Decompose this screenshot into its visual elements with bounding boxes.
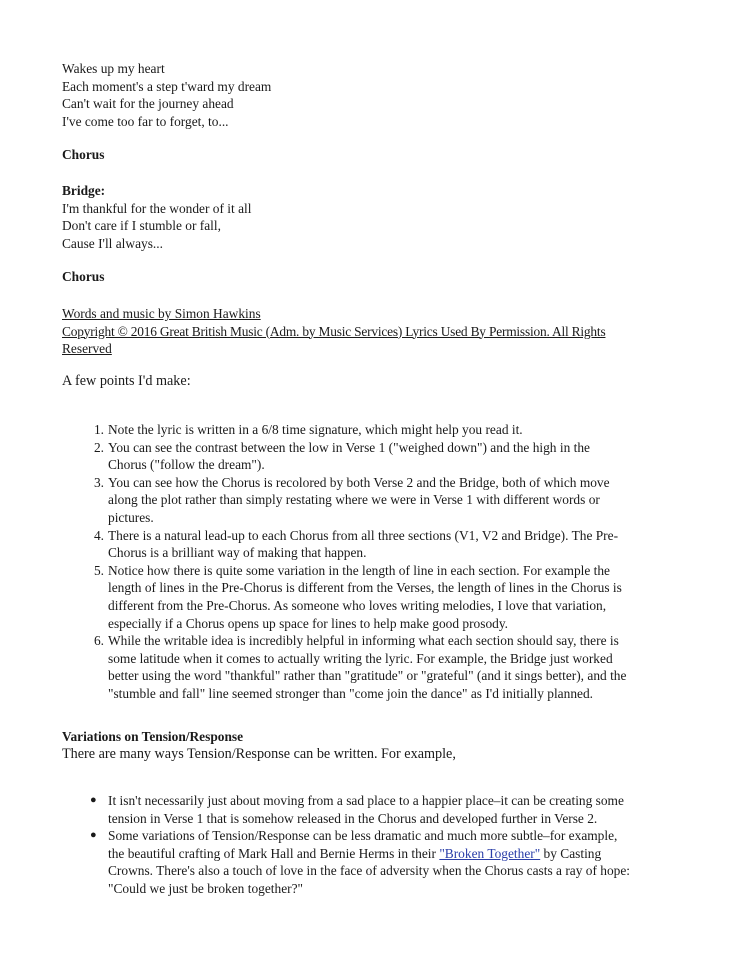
bridge-block [62,182,682,252]
list-number: 1. [93,422,104,437]
verse-block [62,60,682,130]
list-item [90,827,678,897]
list-item [93,527,678,562]
credits-line: Reserved [62,341,112,357]
list-item-line: especially if a Chorus opens up space for lines to help make good prosody. [108,615,509,631]
bullet-icon: ● [90,794,97,806]
list-item-line: along the plot rather than simply restating where we were in Verse 1 with different words or [108,492,600,508]
variations-block [62,728,682,763]
list-item-line: "stumble and fall" line seemed stronger than "come join the dance" as I'd initially planned. [108,685,593,701]
section-intro: There are many ways Tension/Response can be written. For example, [62,745,456,762]
lyric-line: Wakes up my heart [62,61,165,76]
list-item-line: You can see how the Chorus is recolored by both Verse 2 and the Bridge, both of which move [108,474,610,490]
list-item-line: some latitude when it comes to actually writing the lyric. For example, the Bridge just worked [108,650,613,666]
list-item-line: You can see the contrast between the low in Verse 1 ("weighed down") and the high in the [108,439,590,455]
list-item-line: Crowns. There's also a touch of love in the face of adversity when the Chorus casts a ray of hope: [108,863,631,879]
bridge-label: Bridge: [62,183,106,198]
lyric-line: Don't care if I stumble or fall, [62,218,221,234]
list-number: 2. [93,439,104,455]
list-item [93,421,678,439]
credits-block [62,305,682,358]
lyric-line: Can't wait for the journey ahead [62,96,234,112]
lyric-line: I'm thankful for the wonder of it all [62,200,252,216]
list-item [93,562,678,632]
lyric-line: Each moment's a step t'ward my dream [62,78,272,94]
list-item-line: Note the lyric is written in a 6/8 time signature, which might help you read it. [108,422,523,437]
lyric-line: I've come too far to forget, to... [62,113,229,129]
credits-line: Copyright © 2016 Great British Music (Adm. by Music Services) Lyrics Used By Permission. All Rights [62,323,606,339]
list-item-line: "Could we just be broken together?" [108,880,304,896]
list-item-line: Chorus is a brilliant way of making that happen. [108,545,367,561]
list-number: 4. [93,527,104,543]
list-item [93,632,678,702]
list-item [90,792,678,827]
list-item-line: better using the word "thankful" rather than "gratitude" or "grateful" (and it sings better), and the [108,668,627,684]
credits-line: Words and music by Simon Hawkins [62,306,261,321]
list-item [93,474,678,527]
list-item-line: different from the Pre-Chorus. As someone who loves writing melodies, I love that variation, [108,597,607,613]
list-item-text: by Casting [540,845,602,861]
list-item [93,439,678,474]
list-item-line: There is a natural lead-up to each Chorus from all three sections (V1, V2 and Bridge). The Pre- [108,527,619,543]
list-item-line: Chorus ("follow the dream"). [108,457,265,473]
broken-together-link[interactable]: "Broken Together" [439,845,541,861]
list-number: 5. [93,562,104,578]
intro-paragraph: A few points I'd make: [62,373,191,389]
points-list [93,421,678,703]
list-item-line: length of lines in the Pre-Chorus is different from the Verses, the length of lines in the Chorus is [108,580,622,596]
list-number: 6. [93,633,104,649]
chorus-label: Chorus [62,147,105,162]
bullet-icon: ● [90,829,97,842]
list-item-line: Some variations of Tension/Response can be less dramatic and much more subtle–for example, [108,828,618,844]
list-item-text: the beautiful crafting of Mark Hall and Bernie Herms in their [108,845,436,861]
list-number: 3. [93,474,104,490]
list-item-line: It isn't necessarily just about moving from a sad place to a happier place–it can be creating some [108,793,624,808]
list-item-line: While the writable idea is incredibly helpful in informing what each section should say, there is [108,633,619,649]
list-item-line: Notice how there is quite some variation in the length of line in each section. For example the [108,562,611,578]
list-item-line [108,845,678,863]
variations-list [90,792,678,898]
chorus-label: Chorus [62,269,105,284]
list-item-line: pictures. [108,509,154,525]
section-heading: Variations on Tension/Response [62,729,244,744]
lyric-line: Cause I'll always... [62,235,163,251]
list-item-line: tension in Verse 1 that is somehow released in the Chorus and developed further in Verse 2. [108,810,598,826]
